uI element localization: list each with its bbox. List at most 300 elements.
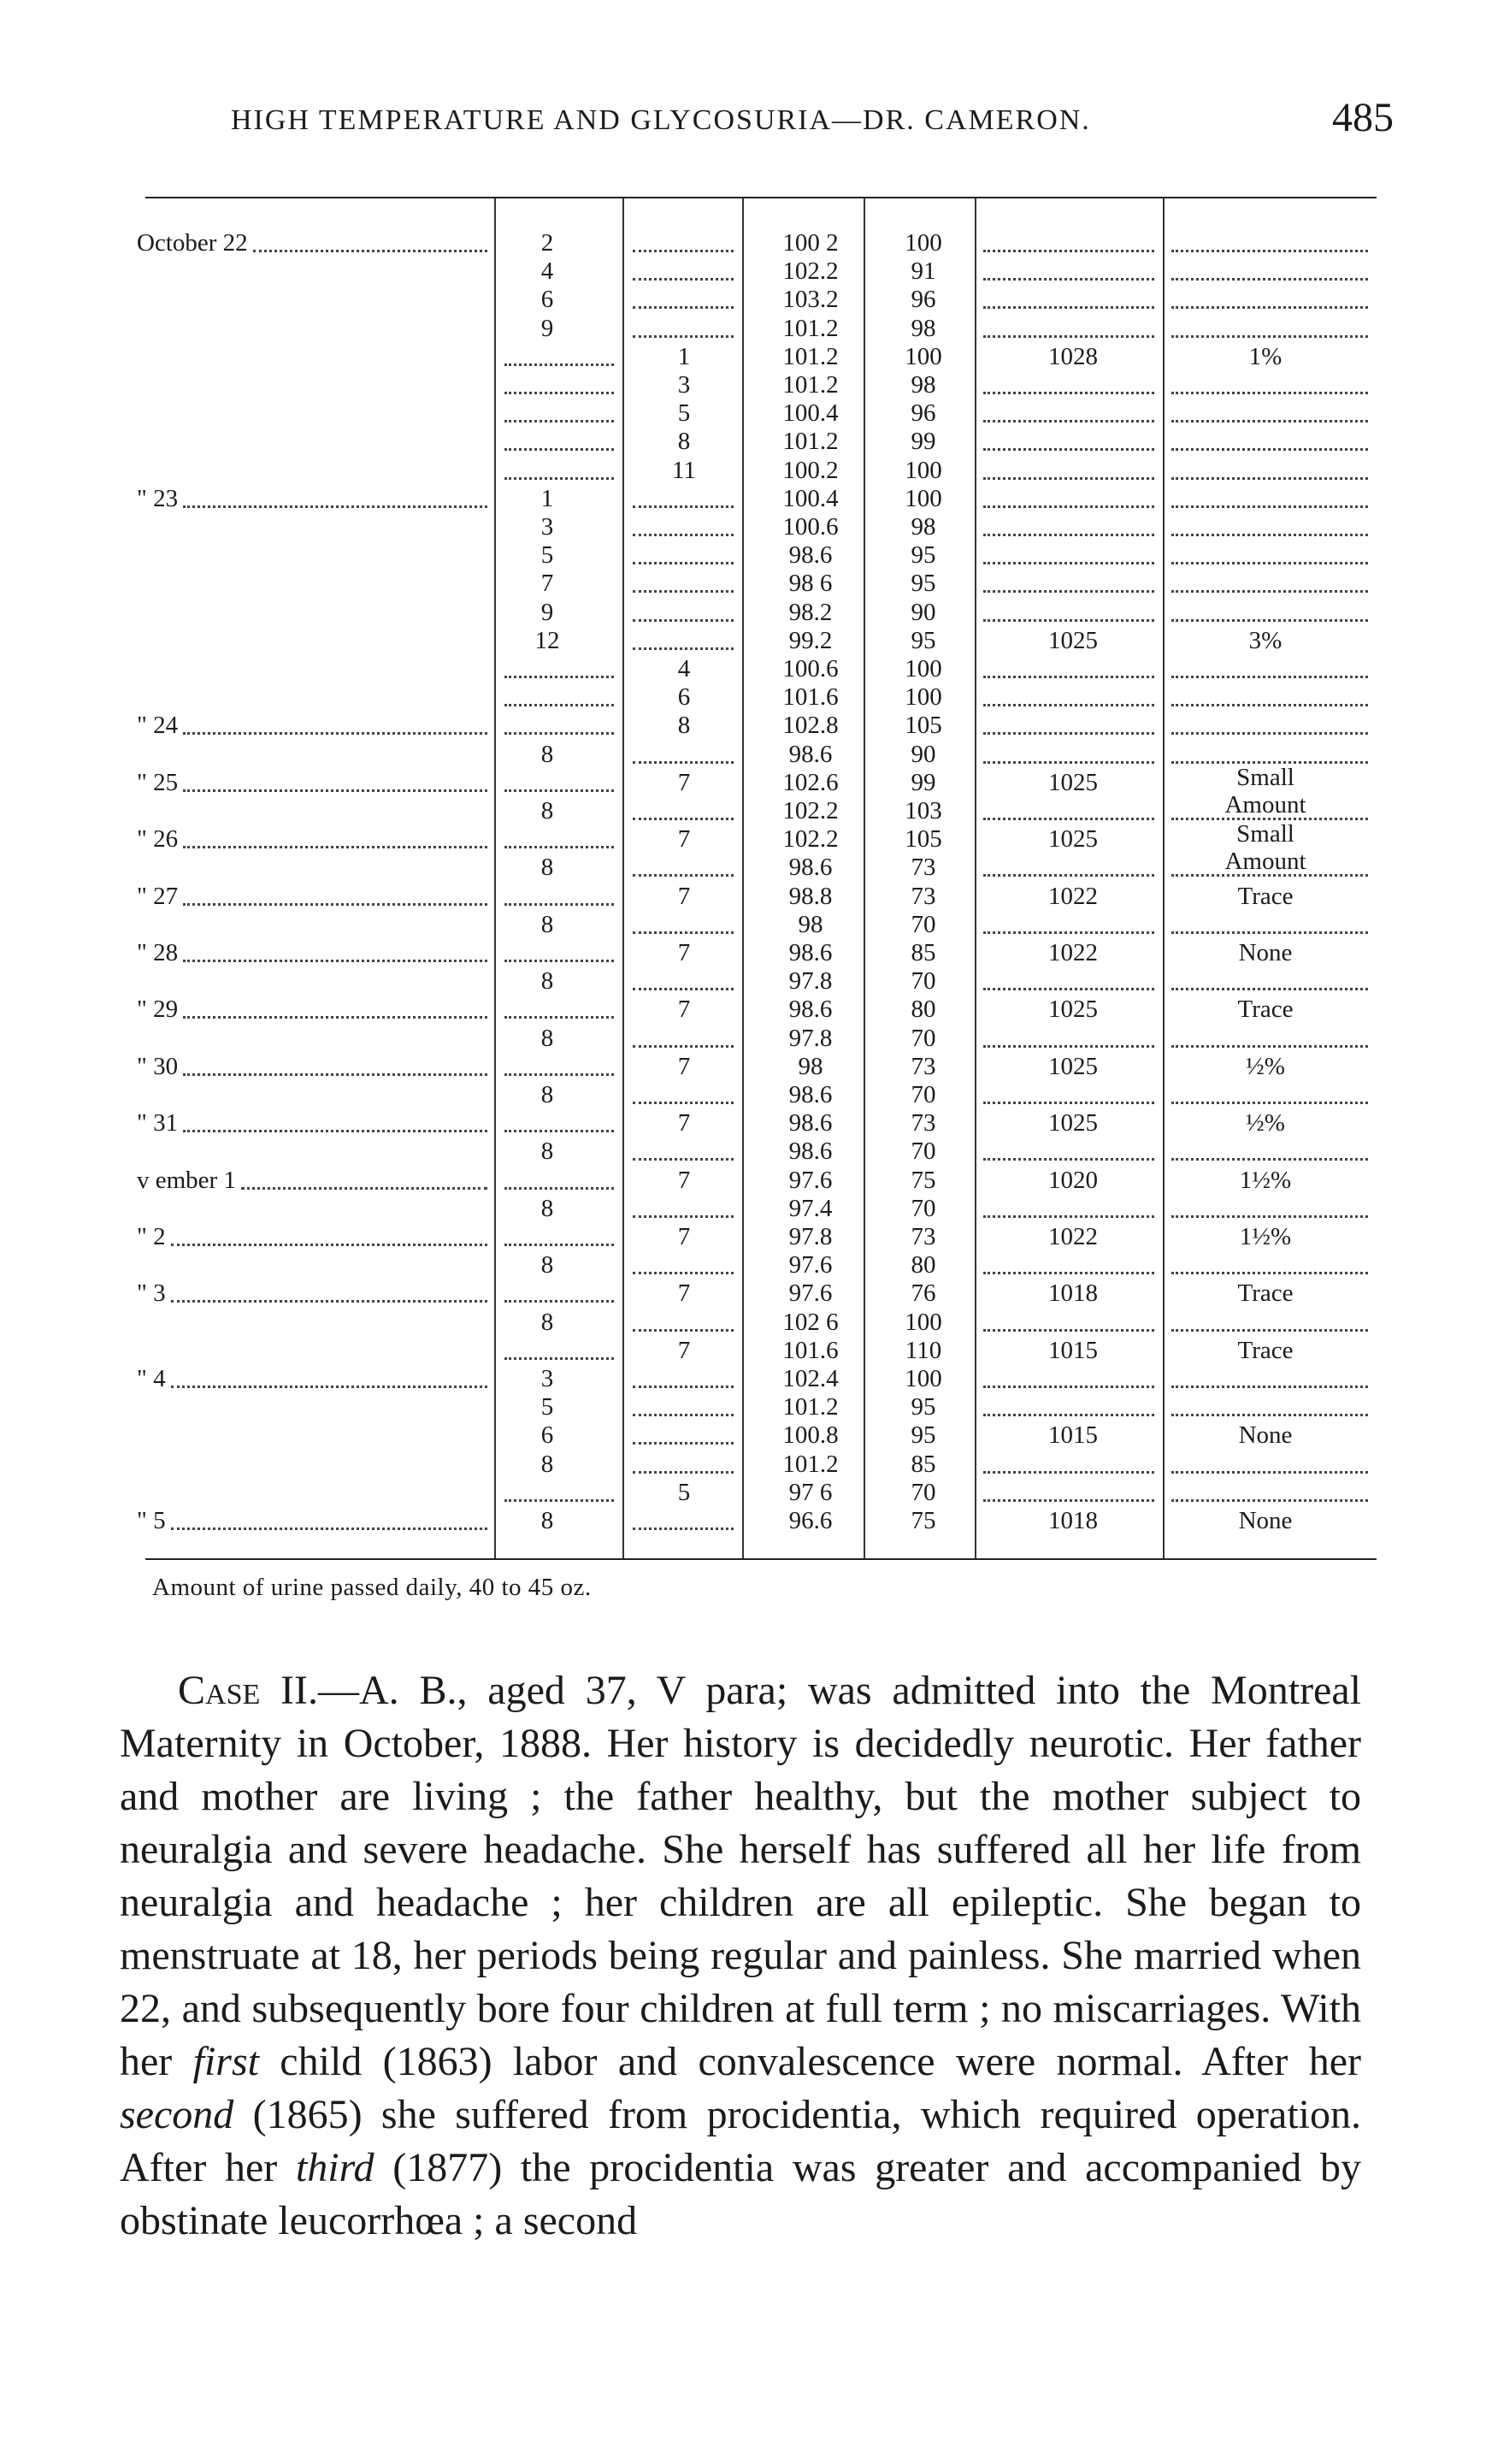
row-pulse: 100: [905, 456, 942, 484]
leader-dots: [1171, 874, 1368, 877]
row-date: October 22: [137, 229, 248, 257]
leader-dots: [504, 477, 614, 480]
body-text-2: child (1863) labor and convalescence were normal. After her: [258, 2039, 1361, 2084]
body-text-3: (1865) she suffered from procidentia, which required operation. After her: [120, 2092, 1361, 2190]
row-temperature: 101.2: [782, 1393, 839, 1421]
row-date: " 25: [137, 768, 179, 796]
row-am-hour: 4: [540, 257, 554, 286]
table-top-rule: [145, 197, 1377, 198]
row-sugar-amount: Amount: [1224, 790, 1306, 818]
row-am-hour: 8: [540, 1251, 554, 1279]
row-specific-gravity: 1015: [1048, 1336, 1098, 1364]
leader-dots: [183, 1130, 487, 1132]
leader-dots: [183, 789, 487, 792]
row-temperature: 101.2: [782, 371, 839, 399]
row-pulse: 90: [911, 598, 936, 626]
row-temperature: 101.2: [782, 1450, 839, 1478]
leader-dots: [983, 874, 1154, 877]
row-pulse: 90: [911, 740, 936, 768]
row-am-hour: 8: [540, 1137, 554, 1166]
row-date: " 27: [137, 882, 179, 910]
row-temperature: 98.2: [788, 598, 833, 626]
row-am-hour: 8: [540, 1024, 554, 1052]
table-bottom-rule: [145, 1558, 1377, 1560]
leader-dots: [183, 732, 487, 735]
row-specific-gravity: 1025: [1048, 768, 1098, 796]
row-pulse: 70: [911, 1478, 936, 1506]
leader-dots: [983, 1158, 1154, 1161]
row-temperature: 100.6: [782, 655, 839, 682]
row-am-hour: 8: [540, 1194, 554, 1222]
leader-dots: [183, 1016, 487, 1019]
leader-dots: [504, 960, 614, 962]
row-temperature: 98.6: [788, 939, 833, 966]
row-am-hour: 6: [540, 286, 554, 314]
leader-dots: [983, 1414, 1154, 1416]
leader-dots: [983, 1102, 1154, 1104]
row-am-hour: 7: [540, 570, 554, 598]
leader-dots: [171, 1527, 487, 1530]
leader-dots: [633, 1471, 734, 1474]
row-temperature: 97 6: [788, 1478, 833, 1506]
row-specific-gravity: 1018: [1048, 1507, 1098, 1534]
row-date: " 23: [137, 484, 179, 512]
row-pulse: 95: [911, 626, 936, 654]
leader-dots: [1171, 931, 1368, 934]
row-specific-gravity: 1022: [1048, 1223, 1098, 1250]
leader-dots: [504, 363, 614, 366]
row-am-hour: 9: [540, 314, 554, 342]
leader-dots: [633, 1045, 734, 1048]
row-temperature: 98.6: [788, 996, 833, 1024]
leader-dots: [183, 960, 487, 962]
row-pulse: 95: [911, 1421, 936, 1450]
leader-dots: [1171, 1102, 1368, 1104]
row-pm-hour: 7: [677, 996, 691, 1024]
leader-dots: [504, 1357, 614, 1360]
row-sugar-amount: Trace: [1237, 996, 1294, 1024]
leader-dots: [983, 477, 1154, 480]
row-specific-gravity: 1025: [1048, 996, 1098, 1024]
row-pulse: 100: [905, 1365, 942, 1392]
row-temperature: 100.6: [782, 513, 839, 541]
row-pm-hour: 5: [677, 1478, 691, 1506]
leader-dots: [504, 846, 614, 848]
leader-dots: [983, 676, 1154, 678]
row-pm-hour: 7: [677, 1336, 691, 1364]
row-temperature: 98.6: [788, 854, 833, 882]
row-date: " 26: [137, 825, 179, 854]
leader-dots: [633, 619, 734, 622]
leader-dots: [1171, 1215, 1368, 1218]
body-text-1: —A. B., aged 37, V para; was admitted into the Montreal Maternity in October, 1888. Her history is decidedly neurotic. Her father and mother are living ; the father healthy, but the mother subject to neuralgia and severe headache. She herself has suffered all her life from neuralgia and headache ; her children are all epileptic. She began to menstruate at 18, her periods being regular and painless. She married when 22, and subsequently bore four children at full term ; no miscarriages. With her: [120, 1668, 1361, 2084]
row-date: " 4: [137, 1365, 166, 1392]
leader-dots: [983, 590, 1154, 593]
leader-dots: [504, 704, 614, 706]
row-specific-gravity: 1015: [1048, 1421, 1098, 1450]
row-am-hour: 3: [540, 1365, 554, 1392]
row-temperature: 97.6: [788, 1166, 833, 1194]
leader-dots: [1171, 335, 1368, 338]
row-pulse: 85: [911, 1450, 936, 1478]
row-temperature: 98.6: [788, 1137, 833, 1166]
leader-dots: [633, 1386, 734, 1388]
leader-dots: [183, 903, 487, 906]
row-temperature: 100 2: [782, 229, 839, 257]
leader-dots: [1171, 477, 1368, 480]
leader-dots: [633, 534, 734, 536]
row-temperature: 97.6: [788, 1279, 833, 1308]
leader-dots: [504, 392, 614, 394]
row-am-hour: 8: [540, 1507, 554, 1534]
row-pulse: 100: [905, 342, 942, 370]
row-temperature: 97.8: [788, 967, 833, 996]
leader-dots: [504, 676, 614, 678]
row-date: " 28: [137, 939, 179, 966]
row-pulse: 80: [911, 1251, 936, 1279]
leader-dots: [1171, 534, 1368, 536]
leader-dots: [1171, 590, 1368, 593]
leader-dots: [633, 1158, 734, 1161]
row-temperature: 96.6: [788, 1507, 833, 1534]
row-pm-hour: 4: [677, 655, 691, 682]
row-pulse: 95: [911, 1393, 936, 1421]
leader-dots: [983, 1499, 1154, 1502]
table-column-divider: [864, 198, 865, 1558]
leader-dots: [633, 647, 734, 650]
leader-dots: [171, 1300, 487, 1303]
row-temperature: 97.4: [788, 1194, 833, 1222]
leader-dots: [1171, 1414, 1368, 1416]
running-head-title: HIGH TEMPERATURE AND GLYCOSURIA—DR. CAMERON.: [231, 104, 1091, 136]
row-pulse: 76: [911, 1279, 936, 1308]
row-specific-gravity: 1022: [1048, 939, 1098, 966]
italic-first: first: [192, 2039, 259, 2084]
leader-dots: [633, 1442, 734, 1445]
row-date: " 24: [137, 712, 179, 740]
row-pulse: 105: [905, 825, 942, 854]
table-column-divider: [975, 198, 976, 1558]
row-am-hour: 9: [540, 598, 554, 626]
row-pm-hour: 7: [677, 825, 691, 854]
leader-dots: [1171, 704, 1368, 706]
row-am-hour: 8: [540, 797, 554, 824]
row-temperature: 98.8: [788, 882, 833, 910]
row-pulse: 75: [911, 1507, 936, 1534]
leader-dots: [983, 1471, 1154, 1474]
row-pulse: 70: [911, 1137, 936, 1166]
row-temperature: 97.8: [788, 1223, 833, 1250]
leader-dots: [983, 818, 1154, 820]
row-temperature: 100.2: [782, 456, 839, 484]
row-pm-hour: 11: [672, 456, 696, 484]
row-temperature: 98.6: [788, 1081, 833, 1108]
leader-dots: [241, 1187, 487, 1190]
row-temperature: 102.2: [782, 797, 839, 824]
leader-dots: [1171, 1158, 1368, 1161]
row-date: " 2: [137, 1223, 166, 1250]
row-specific-gravity: 1018: [1048, 1279, 1098, 1308]
row-pulse: 100: [905, 683, 942, 712]
row-pulse: 70: [911, 1081, 936, 1108]
leader-dots: [504, 1016, 614, 1019]
row-am-hour: 2: [540, 229, 554, 257]
row-am-hour: 1: [540, 484, 554, 512]
row-pm-hour: 7: [677, 1223, 691, 1250]
row-pulse: 96: [911, 399, 936, 428]
row-pulse: 98: [911, 371, 936, 399]
row-date: " 5: [137, 1507, 166, 1534]
leader-dots: [633, 761, 734, 764]
leader-dots: [183, 505, 487, 508]
leader-dots: [504, 420, 614, 422]
row-sugar-amount: 1½%: [1239, 1166, 1292, 1194]
row-pm-hour: 6: [677, 683, 691, 712]
row-sugar-amount: Trace: [1237, 1279, 1294, 1308]
page-number: 485: [1332, 95, 1394, 140]
row-date: v ember 1: [137, 1166, 236, 1194]
row-specific-gravity: 1025: [1048, 1109, 1098, 1137]
row-temperature: 98.6: [788, 740, 833, 768]
leader-dots: [983, 420, 1154, 422]
row-pulse: 70: [911, 1194, 936, 1222]
row-am-hour: 8: [540, 1081, 554, 1108]
row-pulse: 91: [911, 257, 936, 286]
row-pm-hour: 7: [677, 1052, 691, 1080]
row-sugar-amount: None: [1238, 939, 1293, 966]
leader-dots: [983, 505, 1154, 508]
row-pulse: 105: [905, 712, 942, 740]
row-am-hour: 8: [540, 910, 554, 938]
leader-dots: [633, 590, 734, 593]
row-temperature: 102.8: [782, 712, 839, 740]
row-pm-hour: 1: [677, 342, 691, 370]
row-am-hour: 5: [540, 1393, 554, 1421]
row-sugar-amount: Trace: [1237, 882, 1294, 910]
leader-dots: [633, 1272, 734, 1274]
body-paragraph: [120, 1664, 1361, 2248]
row-temperature: 102.2: [782, 825, 839, 854]
leader-dots: [1171, 1045, 1368, 1048]
leader-dots: [633, 1414, 734, 1416]
row-pulse: 110: [905, 1336, 942, 1364]
leader-dots: [504, 1244, 614, 1246]
leader-dots: [1171, 1272, 1368, 1274]
leader-dots: [504, 1073, 614, 1076]
leader-dots: [1171, 392, 1368, 394]
leader-dots: [983, 392, 1154, 394]
row-sugar-amount: ½%: [1246, 1052, 1285, 1080]
leader-dots: [1171, 1386, 1368, 1388]
row-pulse: 73: [911, 882, 936, 910]
row-pulse: 96: [911, 286, 936, 314]
row-pulse: 98: [911, 513, 936, 541]
row-specific-gravity: 1025: [1048, 825, 1098, 854]
leader-dots: [633, 306, 734, 309]
row-temperature: 102 6: [782, 1308, 839, 1336]
row-specific-gravity: 1025: [1048, 626, 1098, 654]
leader-dots: [1171, 278, 1368, 281]
row-pulse: 73: [911, 1052, 936, 1080]
leader-dots: [1171, 562, 1368, 564]
row-pulse: 73: [911, 854, 936, 882]
row-temperature: 103.2: [782, 286, 839, 314]
leader-dots: [1171, 988, 1368, 990]
leader-dots: [983, 278, 1154, 281]
row-temperature: 101.2: [782, 342, 839, 370]
leader-dots: [983, 335, 1154, 338]
row-date: " 30: [137, 1052, 179, 1080]
leader-dots: [1171, 1471, 1368, 1474]
row-pulse: 73: [911, 1223, 936, 1250]
leader-dots: [1171, 420, 1368, 422]
row-temperature: 98 6: [788, 570, 833, 598]
row-temperature: 101.2: [782, 314, 839, 342]
row-specific-gravity: 1022: [1048, 882, 1098, 910]
leader-dots: [983, 761, 1154, 764]
leader-dots: [633, 931, 734, 934]
row-sugar-amount: Trace: [1237, 1336, 1294, 1364]
row-pm-hour: 7: [677, 939, 691, 966]
row-pm-hour: 8: [677, 712, 691, 740]
row-am-hour: 8: [540, 1308, 554, 1336]
leader-dots: [633, 1102, 734, 1104]
leader-dots: [983, 704, 1154, 706]
leader-dots: [983, 619, 1154, 622]
row-temperature: 101.6: [782, 683, 839, 712]
row-date: " 29: [137, 996, 179, 1024]
table-column-divider: [622, 198, 624, 1558]
leader-dots: [633, 988, 734, 990]
row-pm-hour: 5: [677, 399, 691, 428]
leader-dots: [504, 1499, 614, 1502]
row-am-hour: 8: [540, 967, 554, 996]
leader-dots: [983, 534, 1154, 536]
row-temperature: 98: [798, 910, 823, 938]
leader-dots: [983, 931, 1154, 934]
leader-dots: [633, 874, 734, 877]
row-sugar-amount: Small: [1236, 820, 1294, 848]
leader-dots: [1171, 1329, 1368, 1332]
row-date: " 3: [137, 1279, 166, 1308]
row-temperature: 98: [798, 1052, 823, 1080]
row-sugar-amount: ½%: [1246, 1109, 1285, 1137]
leader-dots: [633, 562, 734, 564]
row-sugar-amount: Small: [1236, 763, 1294, 791]
leader-dots: [504, 1300, 614, 1303]
row-sugar-amount: None: [1238, 1507, 1293, 1534]
row-pm-hour: 8: [677, 428, 691, 456]
leader-dots: [183, 1073, 487, 1076]
table-column-divider: [1163, 198, 1165, 1558]
leader-dots: [504, 1130, 614, 1132]
row-sugar-amount: Amount: [1224, 848, 1306, 876]
row-temperature: 98.6: [788, 541, 833, 570]
row-temperature: 101.2: [782, 428, 839, 456]
row-sugar-amount: 1%: [1248, 342, 1283, 370]
row-pm-hour: 7: [677, 882, 691, 910]
row-pm-hour: 3: [677, 371, 691, 399]
row-pulse: 103: [905, 797, 942, 824]
row-temperature: 102.6: [782, 768, 839, 796]
italic-third: third: [295, 2145, 374, 2190]
row-pulse: 95: [911, 570, 936, 598]
table-column-divider: [494, 198, 496, 1558]
leader-dots: [1171, 250, 1368, 252]
row-sugar-amount: None: [1238, 1421, 1293, 1450]
leader-dots: [1171, 505, 1368, 508]
leader-dots: [983, 732, 1154, 735]
row-am-hour: 3: [540, 513, 554, 541]
row-pm-hour: 7: [677, 1166, 691, 1194]
row-temperature: 102.4: [782, 1365, 839, 1392]
row-pm-hour: 7: [677, 1279, 691, 1308]
body-text-4: (1877) the procidentia was greater and accompanied by obstinate leucorrhœa ; a second: [120, 2145, 1362, 2243]
row-temperature: 98.6: [788, 1109, 833, 1137]
leader-dots: [504, 732, 614, 735]
leader-dots: [1171, 1499, 1368, 1502]
leader-dots: [983, 1386, 1154, 1388]
row-specific-gravity: 1020: [1048, 1166, 1098, 1194]
leader-dots: [504, 789, 614, 792]
row-pulse: 70: [911, 1024, 936, 1052]
row-temperature: 101.6: [782, 1336, 839, 1364]
row-pulse: 85: [911, 939, 936, 966]
row-am-hour: 8: [540, 740, 554, 768]
row-pulse: 70: [911, 910, 936, 938]
row-temperature: 97.6: [788, 1251, 833, 1279]
leader-dots: [171, 1386, 487, 1388]
row-temperature: 97.8: [788, 1024, 833, 1052]
leader-dots: [1171, 448, 1368, 451]
leader-dots: [633, 818, 734, 820]
leader-dots: [504, 1187, 614, 1190]
leader-dots: [633, 335, 734, 338]
row-temperature: 99.2: [788, 626, 833, 654]
row-pulse: 100: [905, 1308, 942, 1336]
row-pulse: 73: [911, 1109, 936, 1137]
leader-dots: [983, 1215, 1154, 1218]
row-specific-gravity: 1025: [1048, 1052, 1098, 1080]
row-pulse: 100: [905, 484, 942, 512]
leader-dots: [253, 250, 487, 252]
row-pulse: 99: [911, 768, 936, 796]
leader-dots: [633, 250, 734, 252]
leader-dots: [983, 988, 1154, 990]
leader-dots: [983, 1045, 1154, 1048]
leader-dots: [504, 903, 614, 906]
row-pulse: 100: [905, 655, 942, 682]
row-sugar-amount: 1½%: [1239, 1223, 1292, 1250]
row-am-hour: 8: [540, 854, 554, 882]
leader-dots: [983, 1272, 1154, 1274]
leader-dots: [1171, 619, 1368, 622]
leader-dots: [983, 250, 1154, 252]
row-sugar-amount: 3%: [1248, 626, 1283, 654]
table-footnote: Amount of urine passed daily, 40 to 45 oz.: [152, 1574, 592, 1601]
leader-dots: [633, 1215, 734, 1218]
row-am-hour: 12: [534, 626, 560, 654]
row-pm-hour: 7: [677, 1109, 691, 1137]
row-pulse: 70: [911, 967, 936, 996]
leader-dots: [633, 1329, 734, 1332]
row-am-hour: 8: [540, 1450, 554, 1478]
leader-dots: [983, 448, 1154, 451]
leader-dots: [1171, 676, 1368, 678]
leader-dots: [633, 505, 734, 508]
row-pulse: 99: [911, 428, 936, 456]
leader-dots: [983, 562, 1154, 564]
